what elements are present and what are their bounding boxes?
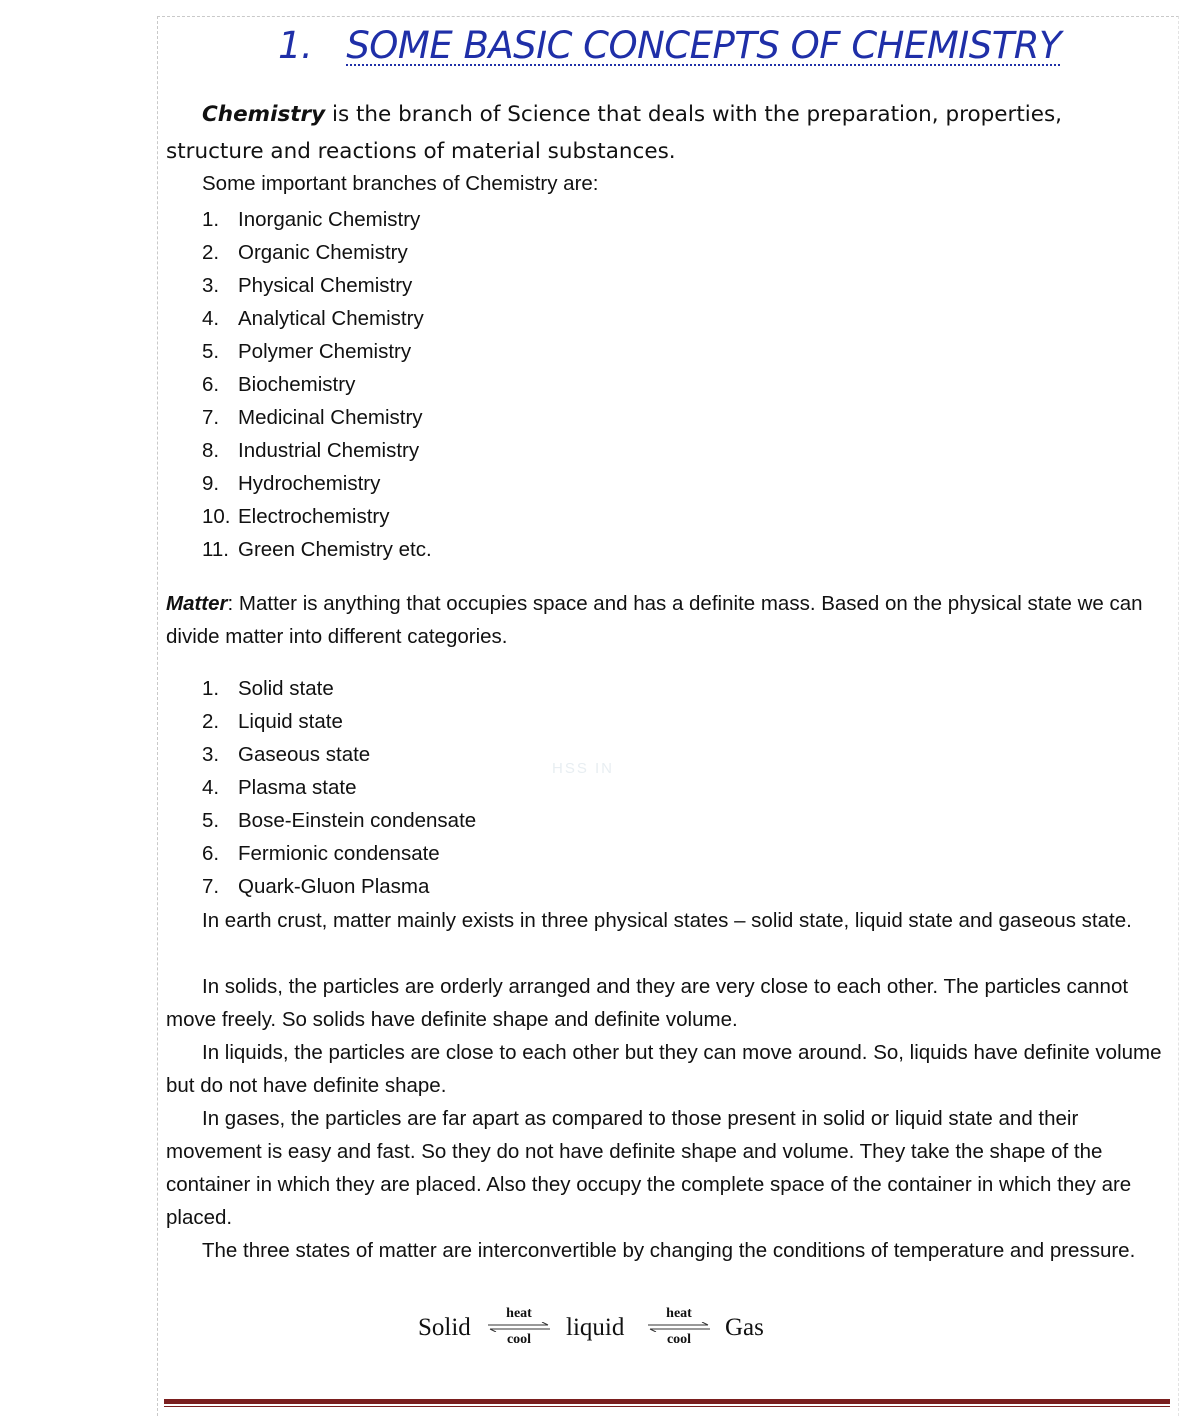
branches-list: [202, 203, 432, 566]
intro-term: Chemistry: [202, 102, 326, 127]
arrow-label-heat: heat: [506, 1306, 532, 1321]
equilibrium-arrow-icon: [486, 1322, 552, 1332]
arrow-label-cool: cool: [506, 1332, 532, 1347]
list-item: 11. Green Chemistry etc.: [202, 538, 432, 561]
gases-paragraph: In gases, the particles are far apart as compared to those present in solid or liquid state and their movement is easy and fast. So they do not have definite shape and volume. They take the shape of the container in which they are placed. Also they occupy the complete space of the container in which they are placed.: [166, 1107, 1132, 1229]
matter-definition: Matter: Matter is anything that occupies space and has a definite mass. Based on the physical state we can divide matter into different categories.: [166, 592, 1143, 648]
chapter-title: SOME BASIC CONCEPTS OF CHEMISTRY: [346, 24, 1062, 67]
list-item: 7. Medicinal Chemistry: [202, 406, 423, 429]
list-item: 5. Bose-Einstein condensate: [202, 809, 477, 832]
list-item: 7. Quark-Gluon Plasma: [202, 875, 430, 898]
list-item: 2. Liquid state: [202, 710, 343, 733]
liquids-paragraph: In liquids, the particles are close to each other but they can move around. So, liquids have definite volume but do not have definite shape.: [166, 1041, 1162, 1097]
chapter-number: 1.: [278, 24, 313, 67]
list-item: 1. Solid state: [202, 677, 334, 700]
watermark: HSS IN: [552, 760, 615, 777]
matter-term: Matter: [166, 592, 228, 615]
interconvertible-paragraph: The three states of matter are interconvertible by changing the conditions of temperature and pressure.: [202, 1239, 1136, 1262]
list-item: 2. Organic Chemistry: [202, 241, 408, 264]
equilibrium-arrow-icon: [646, 1322, 712, 1332]
list-item: 5. Polymer Chemistry: [202, 340, 412, 363]
solids-paragraph: In solids, the particles are orderly arranged and they are very close to each other. The particles cannot move freely. So solids have definite shape and definite volume.: [166, 975, 1129, 1031]
list-item: 3. Physical Chemistry: [202, 274, 413, 297]
intro-paragraph: [166, 96, 1166, 170]
arrow-label-cool: cool: [666, 1332, 692, 1347]
list-item: 6. Fermionic condensate: [202, 842, 440, 865]
states-list: [202, 672, 476, 903]
list-item: 10. Electrochemistry: [202, 505, 390, 528]
list-item: 3. Gaseous state: [202, 743, 371, 766]
footer-divider-thin: [164, 1406, 1170, 1407]
list-item: 8. Industrial Chemistry: [202, 439, 420, 462]
equation-gas: Gas: [725, 1314, 764, 1341]
reversible-arrow-2: [646, 1306, 712, 1346]
page-title: [278, 24, 1061, 67]
list-item: 1. Inorganic Chemistry: [202, 208, 421, 231]
earth-paragraph: In earth crust, matter mainly exists in three physical states – solid state, liquid state and gaseous state.: [202, 909, 1132, 932]
equation-liquid: liquid: [566, 1314, 625, 1341]
reversible-arrow-1: [486, 1306, 552, 1346]
equation-solid: Solid: [418, 1314, 471, 1341]
arrow-label-heat: heat: [666, 1306, 692, 1321]
intro-text: is the branch of Science that deals with the preparation, properties, structure and reactions of material substances.: [166, 102, 1063, 164]
footer-divider: [164, 1399, 1170, 1404]
list-item: 4. Analytical Chemistry: [202, 307, 424, 330]
list-item: 4. Plasma state: [202, 776, 357, 799]
list-item: 9. Hydrochemistry: [202, 472, 381, 495]
list-item: 6. Biochemistry: [202, 373, 356, 396]
branches-heading: Some important branches of Chemistry are:: [202, 172, 599, 195]
